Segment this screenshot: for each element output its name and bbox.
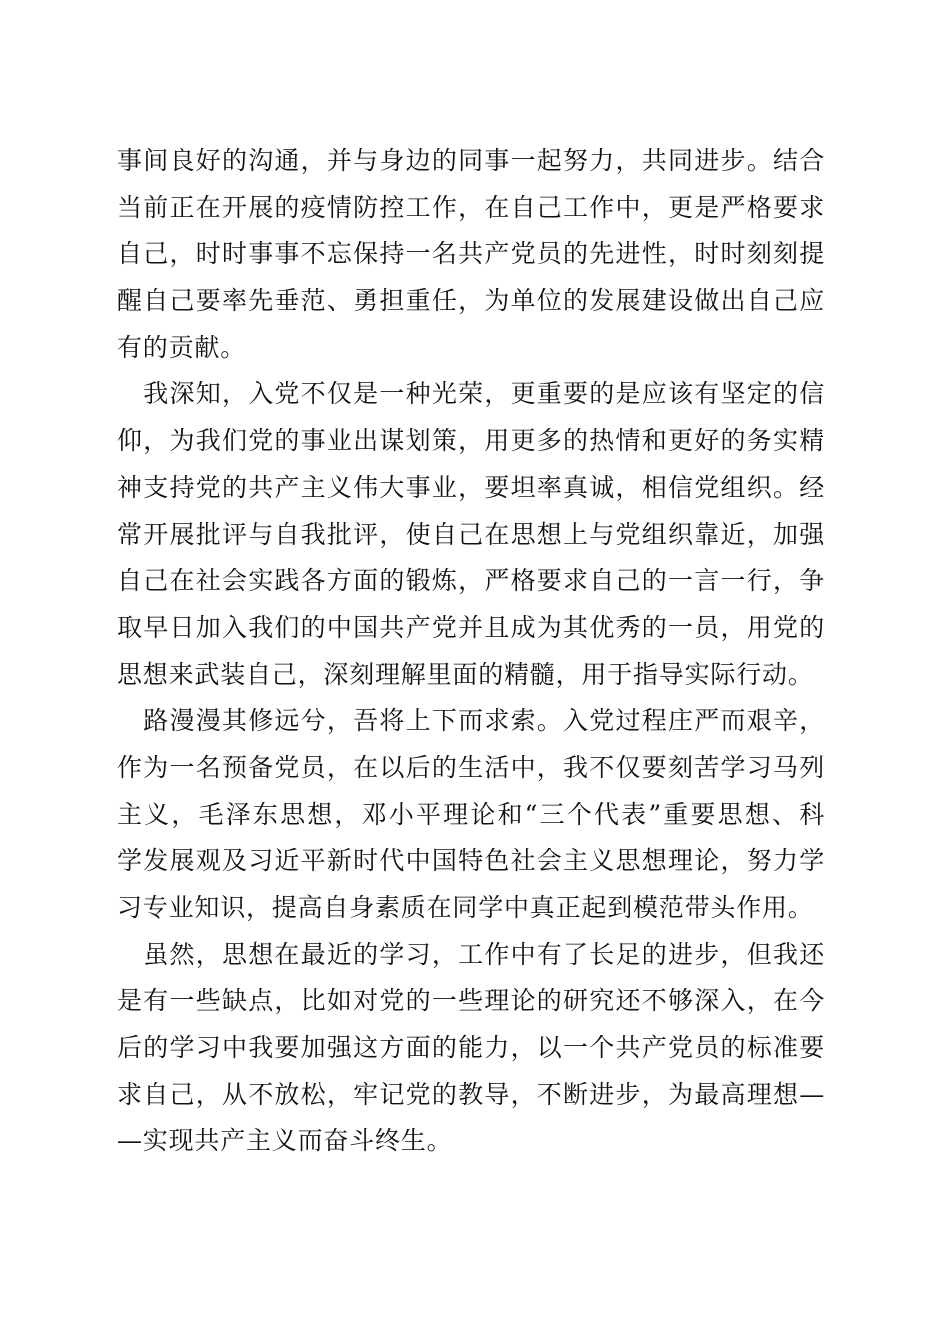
text-line: 常开展批评与自我批评，使自己在思想上与党组织靠近，加强: [117, 519, 825, 549]
text-line: 虽然，思想在最近的学习，工作中有了长足的进步，但我还: [117, 939, 825, 969]
document-body: [117, 138, 825, 1165]
text-line: 作为一名预备党员，在以后的生活中，我不仅要刻苦学习马列: [117, 752, 825, 782]
paragraph-4: [117, 932, 825, 1165]
text-line: 学发展观及习近平新时代中国特色社会主义思想理论，努力学: [117, 846, 825, 876]
text-line: 醒自己要率先垂范、勇担重任，为单位的发展建设做出自己应: [117, 286, 825, 316]
text-line: 求自己，从不放松，牢记党的教导，不断进步，为最高理想—: [117, 1079, 825, 1109]
text-line: 自己，时时事事不忘保持一名共产党员的先进性，时时刻刻提: [117, 239, 825, 269]
text-line: 后的学习中我要加强这方面的能力，以一个共产党员的标准要: [117, 1033, 825, 1063]
text-line: —实现共产主义而奋斗终生。: [117, 1126, 453, 1156]
text-line: 我深知，入党不仅是一种光荣，更重要的是应该有坚定的信: [117, 379, 825, 409]
paragraph-3: [117, 698, 825, 931]
paragraph-2: [117, 371, 825, 698]
text-line: 事间良好的沟通，并与身边的同事一起努力，共同进步。结合: [117, 146, 825, 175]
text-line: 当前正在开展的疫情防控工作，在自己工作中，更是严格要求: [117, 192, 825, 222]
text-line: 习专业知识，提高自身素质在同学中真正起到模范带头作用。: [117, 893, 814, 922]
text-line: 神支持党的共产主义伟大事业，要坦率真诚，相信党组织。经: [117, 472, 825, 502]
text-line: 主义，毛泽东思想，邓小平理论和“三个代表”重要思想、科: [117, 799, 825, 829]
text-line: 路漫漫其修远兮，吾将上下而求索。入党过程庄严而艰辛，: [117, 706, 825, 736]
text-line: 取早日加入我们的中国共产党并且成为其优秀的一员，用党的: [117, 612, 825, 642]
text-line: 是有一些缺点，比如对党的一些理论的研究还不够深入，在今: [117, 986, 825, 1016]
text-line: 仰，为我们党的事业出谋划策，用更多的热情和更好的务实精: [117, 426, 825, 456]
text-line: 思想来武装自己，深刻理解里面的精髓，用于指导实际行动。: [117, 659, 814, 689]
paragraph-1: [117, 138, 825, 371]
text-line: 自己在社会实践各方面的锻炼，严格要求自己的一言一行，争: [117, 566, 825, 596]
text-line: 有的贡献。: [117, 332, 247, 362]
